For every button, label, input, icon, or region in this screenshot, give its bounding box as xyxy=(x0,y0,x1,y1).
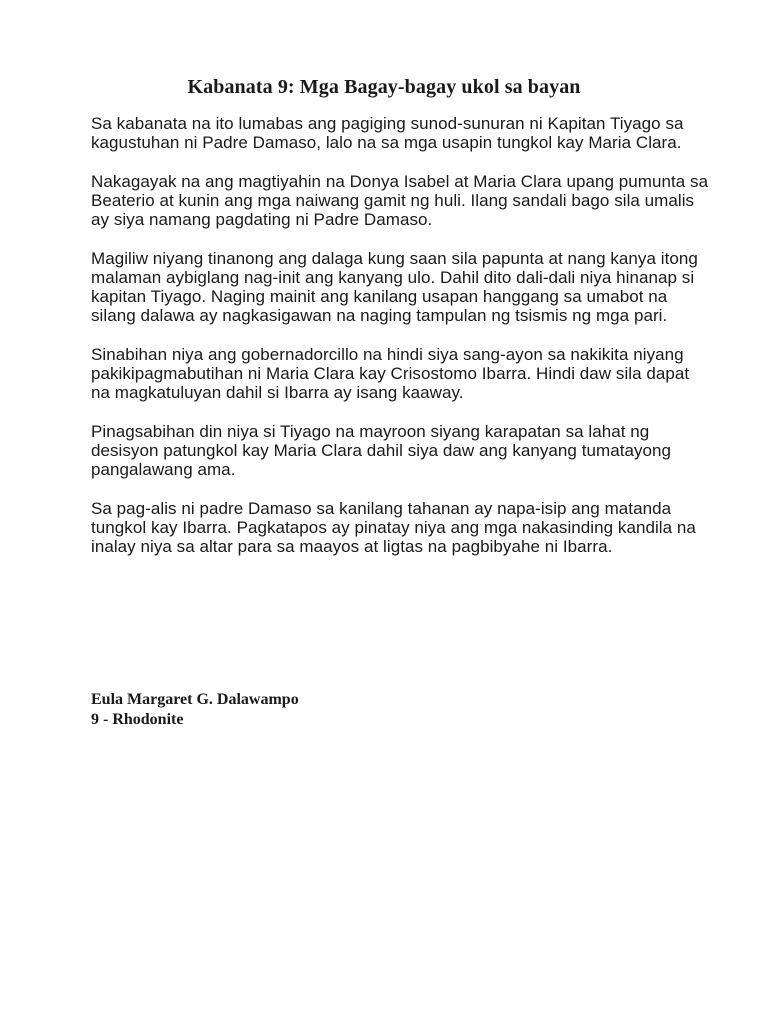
paragraph-3: Magiliw niyang tinanong ang dalaga kung saan sila papunta at nang kanya itong malaman aybiglang nag-init ang kanyang ulo. Dahil dito dali-dali niya hinanap si kapitan Tiyago. Naging mainit ang kanilang usapan hanggang sa umabot na silang dalawa ay nagkasigawan na naging tampulan ng tsismis ng mga pari. xyxy=(91,249,698,325)
paragraph-6: Sa pag-alis ni padre Damaso sa kanilang tahanan ay napa-isip ang matanda tungkol kay Ibarra. Pagkatapos ay pinatay niya ang mga nakasinding kandila na inalay niya sa altar para sa maayos at ligtas na pagbibyahe ni Ibarra. xyxy=(91,499,696,556)
document-title: Kabanata 9: Mga Bagay-bagay ukol sa bayan xyxy=(187,76,581,98)
paragraph-2: Nakagayak na ang magtiyahin na Donya Isabel at Maria Clara upang pumunta sa Beaterio at kunin ang mga naiwang gamit ng huli. Ilang sandali bago sila umalis ay siya namang pagdating ni Padre Damaso. xyxy=(91,172,709,229)
author-section: 9 - Rhodonite xyxy=(91,711,184,728)
document-body xyxy=(91,114,711,576)
paragraph-5: Pinagsabihan din niya si Tiyago na mayroon siyang karapatan sa lahat ng desisyon patungkol kay Maria Clara dahil siya daw ang kanyang tumatayong pangalawang ama. xyxy=(91,422,672,479)
paragraph-4: Sinabihan niya ang gobernadorcillo na hindi siya sang-ayon sa nakikita niyang pakikipagmabutihan ni Maria Clara kay Crisostomo Ibarra. Hindi daw sila dapat na magkatuluyan dahil si Ibarra ay isang kaaway. xyxy=(91,345,690,402)
paragraph-1: Sa kabanata na ito lumabas ang pagiging sunod-sunuran ni Kapitan Tiyago sa kagustuhan ni Padre Damaso, lalo na sa mga usapin tungkol kay Maria Clara. xyxy=(91,114,684,152)
author-block xyxy=(91,690,299,730)
author-name: Eula Margaret G. Dalawampo xyxy=(91,691,299,708)
